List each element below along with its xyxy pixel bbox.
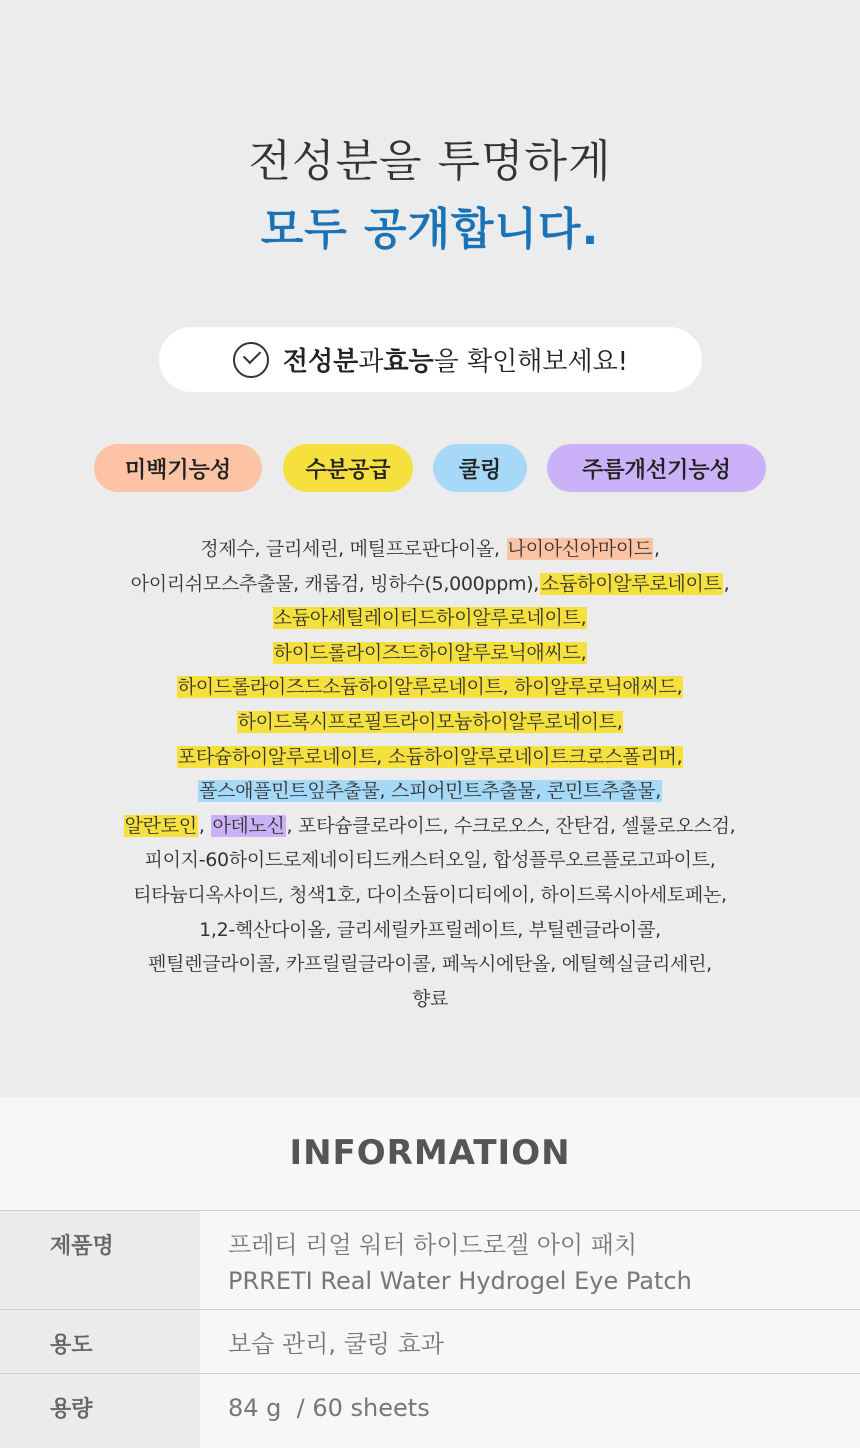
tag-whitening: 미백기능성 [94,444,262,492]
information-section [0,1097,860,1445]
ingredient-line [40,601,820,636]
ingredient-line [40,532,820,567]
ingredient-line: 펜틸렌글라이콜, 카프릴릴글라이콜, 페녹시에탄올, 에틸헥실글리세린, [148,953,712,976]
product-name-korean: 프레티 리얼 워터 하이드로겔 아이 패치 [228,1231,638,1259]
ingredient-text: 아이리쉬모스추출물, 캐롭검, 빙하수(5,000ppm), [130,572,540,595]
check-notice-pill [159,327,702,392]
ingredient-text: 정제수, 글리세린, 메틸프로판다이올, [200,538,506,560]
ingredient-cooling: 폴스애플민트잎추출물, 스피어민트추출물, 콘민트추출물, [199,780,661,803]
ingredient-line [40,740,820,775]
notice-keyword-ingredients: 전성분 [282,347,359,377]
ingredient-line [40,670,820,705]
ingredient-line [40,705,820,740]
ingredient-list [40,532,820,1016]
ingredient-wrinkle-care: 아데노신 [212,814,285,837]
ingredient-line [40,809,820,844]
notice-text-1: 과 [358,347,384,377]
ingredient-line [40,636,820,671]
ingredient-text: , [653,538,660,560]
ingredient-whitening: 나이아신아마이드 [507,538,652,560]
efficacy-tags [0,444,860,492]
ingredient-text: , [198,814,211,837]
headline-line-2: 모두 공개합니다. [260,204,600,255]
ingredient-line: 향료 [411,987,449,1010]
info-value: 84 g / 60 sheets [200,1374,860,1448]
ingredient-moisture: 하이드롤라이즈드소듐하이알루로네이트, 하이알루로닉애씨드, [177,676,683,699]
info-label: 제품명 [0,1211,200,1309]
ingredient-line: 1,2-헥산다이올, 글리세릴카프릴레이트, 부틸렌글라이콜, [199,918,661,941]
ingredient-text: , [723,572,730,595]
info-row-product-name [0,1210,860,1309]
check-circle-icon [233,342,269,378]
headline-line-1: 전성분을 투명하게 [248,136,612,187]
information-title: INFORMATION [289,1133,571,1173]
ingredient-moisture: 알란토인 [124,814,197,837]
info-label: 용도 [0,1310,200,1373]
ingredient-moisture: 소듐하이알루로네이트 [541,572,722,595]
product-name-english: PRRETI Real Water Hydrogel Eye Patch [228,1267,692,1295]
ingredient-moisture: 포타슘하이알루로네이트, 소듐하이알루로네이트크로스폴리머, [177,745,683,768]
information-table [0,1210,860,1448]
ingredient-moisture: 하이드롤라이즈드하이알루로닉애씨드, [273,641,587,664]
notice-keyword-efficacy: 효능 [383,347,434,377]
tag-wrinkle-care: 주름개선기능성 [547,444,766,492]
ingredient-moisture: 소듐아세틸레이티드하이알루로네이트, [273,607,587,630]
tag-cooling: 쿨링 [433,444,527,492]
info-row-usage [0,1309,860,1373]
tag-moisture: 수분공급 [283,444,413,492]
ingredient-line: 피이지-60하이드로제네이티드캐스터오일, 합성플루오르플로고파이트, [144,849,716,872]
notice-text-2: 을 확인해보세요! [433,347,629,377]
ingredient-line [40,774,820,809]
ingredient-text: , 포타슘클로라이드, 수크로오스, 잔탄검, 셀룰로오스검, [286,814,736,837]
info-label: 용량 [0,1374,200,1448]
info-row-volume [0,1373,860,1448]
headline [0,128,860,264]
info-value [200,1211,860,1309]
ingredient-moisture: 하이드록시프로필트라이모늄하이알루로네이트, [237,710,623,733]
ingredient-line [40,567,820,602]
ingredient-line: 티타늄디옥사이드, 청색1호, 다이소듐이디티에이, 하이드록시아세토페논, [133,883,727,906]
info-value: 보습 관리, 쿨링 효과 [200,1310,860,1373]
